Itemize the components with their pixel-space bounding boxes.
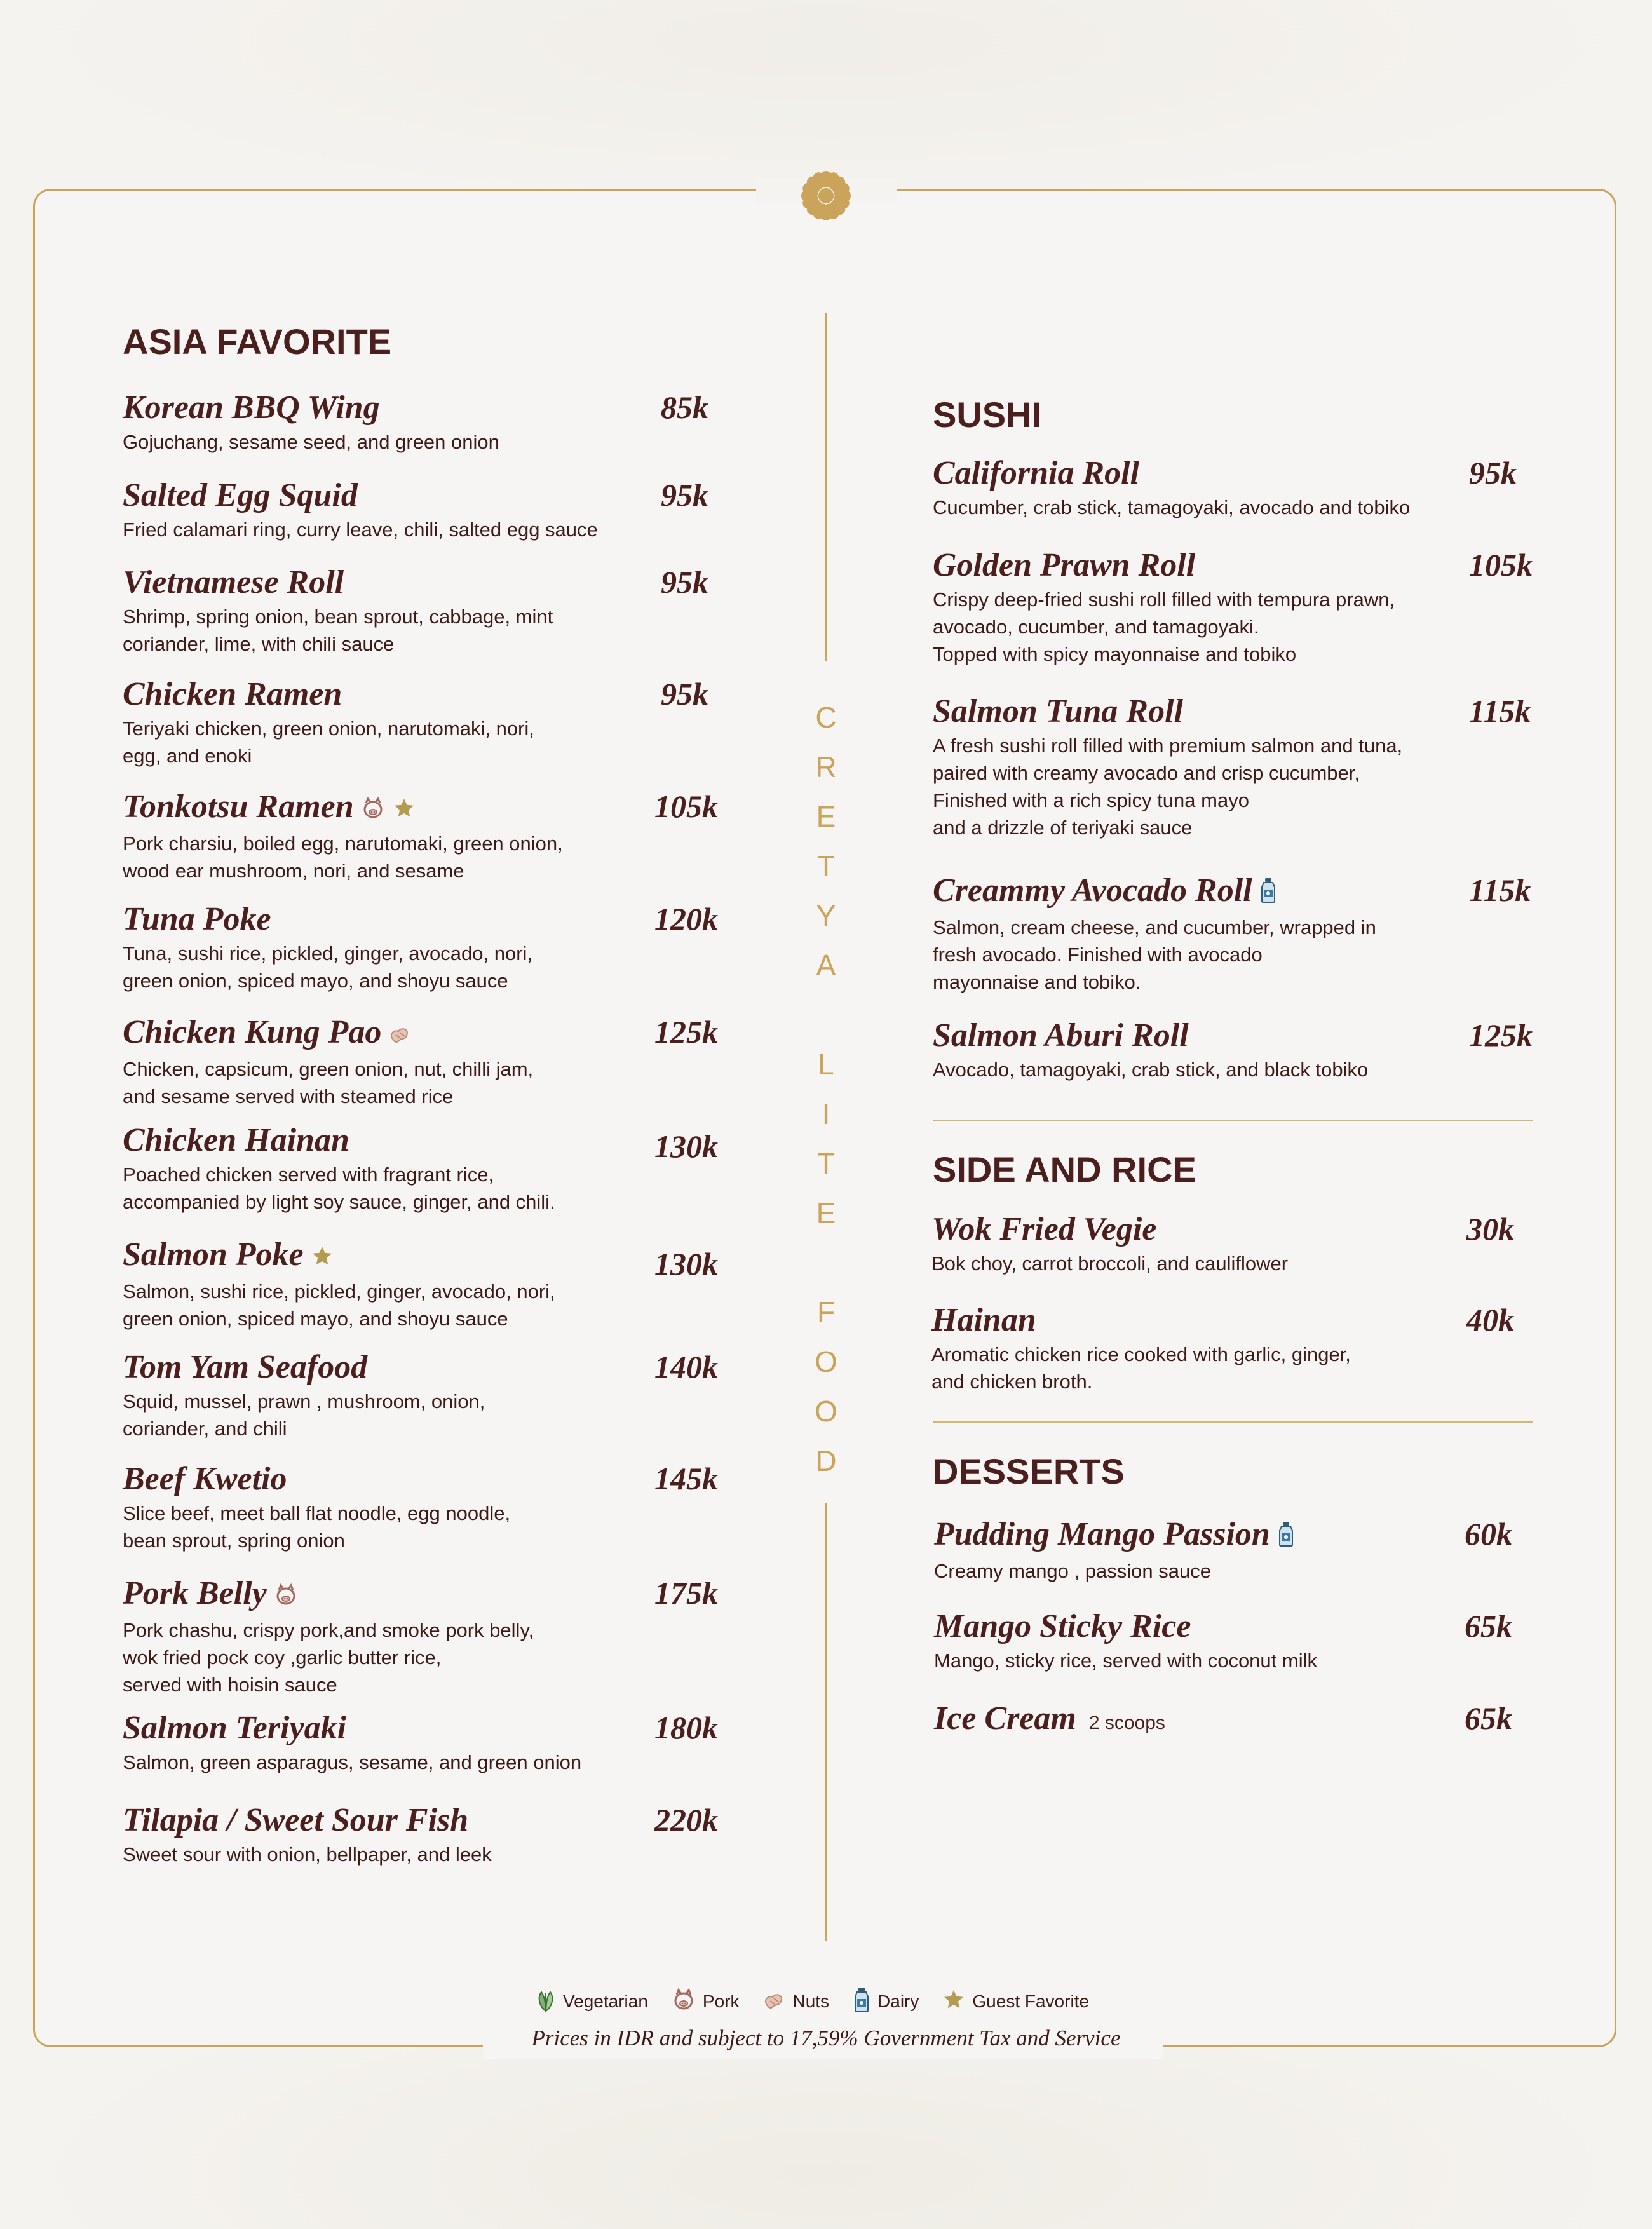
item-description: accompanied by light soy sauce, ginger, and chili.	[123, 1191, 555, 1213]
item-description: Fried calamari ring, curry leave, chili, salted egg sauce	[123, 518, 598, 541]
item-price: 95k	[661, 477, 708, 513]
item-note: 2 scoops	[1088, 1712, 1165, 1733]
item-description: mayonnaise and tobiko.	[933, 971, 1141, 994]
item-price: 65k	[1465, 1700, 1512, 1736]
item-price: 125k	[654, 1014, 718, 1050]
item-name-text: Hainan	[931, 1302, 1036, 1338]
star-icon	[942, 1988, 966, 2016]
pork-icon	[671, 1988, 696, 2016]
section-divider	[933, 1421, 1533, 1423]
item-description: Gojuchang, sesame seed, and green onion	[123, 431, 499, 453]
vertical-letter: F	[816, 1296, 836, 1329]
item-description: wok fried pock coy ,garlic butter rice,	[123, 1646, 442, 1669]
item-description: Bok choy, carrot broccoli, and cauliflower	[931, 1252, 1289, 1275]
item-description: Crispy deep-fried sushi roll filled with tempura prawn,	[933, 588, 1395, 611]
item-description: and chicken broth.	[931, 1371, 1093, 1393]
vertical-letter: I	[822, 1097, 830, 1130]
nuts-icon	[388, 1016, 412, 1054]
legend-item	[852, 1986, 919, 2017]
item-description: Salmon, cream cheese, and cucumber, wrapped in	[933, 916, 1376, 939]
item-price: 125k	[1469, 1017, 1533, 1053]
item-description: green onion, spiced mayo, and shoyu sauce	[123, 1308, 508, 1331]
item-description: Pork chashu, crispy pork,and smoke pork belly,	[123, 1619, 534, 1642]
item-name-text: Chicken Hainan	[123, 1122, 349, 1158]
legend-item	[671, 1988, 740, 2016]
vertical-brand-name	[794, 693, 858, 1486]
section-title-desserts: DESSERTS	[933, 1451, 1125, 1491]
vertical-letter: Y	[816, 899, 836, 932]
item-description: and sesame served with steamed rice	[123, 1085, 454, 1108]
item-name-text: Tonkotsu Ramen	[123, 789, 354, 825]
vertical-letter: O	[815, 1345, 837, 1378]
item-description: bean sprout, spring onion	[123, 1529, 345, 1552]
item-price: 115k	[1469, 693, 1531, 729]
item-name-text: Chicken Ramen	[123, 676, 342, 712]
item-name-text: Ice Cream	[934, 1700, 1076, 1737]
nuts-icon	[762, 1988, 786, 2016]
item-price: 30k	[1466, 1211, 1514, 1247]
item-name-text: Vietnamese Roll	[123, 564, 344, 600]
item-description: Salmon, sushi rice, pickled, ginger, avocado, nori,	[123, 1280, 555, 1303]
item-description: green onion, spiced mayo, and shoyu sauce	[123, 970, 508, 992]
item-name-text: Salted Egg Squid	[123, 477, 358, 513]
price-note: Prices in IDR and subject to 17,59% Government Tax and Service	[531, 2026, 1121, 2050]
item-price: 95k	[661, 676, 708, 712]
item-description: fresh avocado. Finished with avocado	[933, 944, 1263, 966]
item-price: 120k	[654, 901, 718, 937]
legend-item	[942, 1988, 1089, 2016]
item-description: Mango, sticky rice, served with coconut milk	[934, 1650, 1317, 1672]
item-price: 180k	[654, 1710, 718, 1745]
item-description: Aromatic chicken rice cooked with garlic, ginger,	[931, 1343, 1351, 1365]
item-name-text: Tuna Poke	[123, 901, 271, 937]
item-description: Salmon, green asparagus, sesame, and green onion	[123, 1751, 582, 1773]
vertical-letter: C	[815, 701, 837, 734]
vegetarian-icon	[535, 1987, 557, 2017]
dairy-icon	[852, 1986, 871, 2017]
item-name-text: Tilapia / Sweet Sour Fish	[123, 1802, 469, 1838]
pork-icon	[360, 790, 386, 829]
item-description: avocado, cucumber, and tamagoyaki.	[933, 616, 1259, 638]
legend-label: Nuts	[792, 1991, 830, 2011]
item-price: 85k	[661, 390, 708, 425]
item-description: Squid, mussel, prawn , mushroom, onion,	[123, 1390, 485, 1413]
item-name-text: Salmon Teriyaki	[123, 1710, 347, 1746]
center-divider-top	[825, 313, 827, 661]
item-price: 95k	[661, 564, 708, 600]
item-price: 60k	[1465, 1516, 1512, 1552]
item-name-text: Mango Sticky Rice	[934, 1608, 1191, 1644]
item-name-text: Creammy Avocado Roll	[933, 872, 1252, 909]
item-name-text: Chicken Kung Pao	[123, 1014, 382, 1050]
item-price: 95k	[1469, 455, 1517, 491]
item-price: 220k	[654, 1802, 718, 1838]
item-description: Teriyaki chicken, green onion, narutomaki, nori,	[123, 717, 534, 740]
item-name-text: Salmon Tuna Roll	[933, 693, 1183, 729]
item-description: Creamy mango , passion sauce	[934, 1560, 1211, 1583]
vertical-letter: L	[818, 1048, 834, 1081]
item-name-text: Wok Fried Vegie	[931, 1211, 1157, 1247]
item-name-text: Pudding Mango Passion	[934, 1516, 1270, 1552]
item-description: paired with creamy avocado and crisp cucumber,	[933, 762, 1360, 784]
item-description: served with hoisin sauce	[123, 1674, 337, 1697]
item-name-text: Tom Yam Seafood	[123, 1349, 368, 1385]
legend-label: Guest Favorite	[972, 1991, 1090, 2011]
center-divider-bottom	[825, 1503, 827, 1941]
dairy-icon	[1259, 874, 1278, 912]
item-description: Cucumber, crab stick, tamagoyaki, avocado and tobiko	[933, 496, 1411, 518]
legend-item	[762, 1988, 829, 2016]
item-description: Topped with spicy mayonnaise and tobiko	[933, 643, 1297, 665]
item-description: wood ear mushroom, nori, and sesame	[123, 860, 464, 883]
item-description: Chicken, capsicum, green onion, nut, chilli jam,	[123, 1058, 534, 1081]
vertical-letter: O	[815, 1395, 837, 1428]
vertical-letter: T	[816, 850, 836, 883]
legend-label: Dairy	[877, 1991, 919, 2011]
vertical-letter: E	[816, 800, 836, 833]
item-description: Finished with a rich spicy tuna mayo	[933, 789, 1249, 811]
dairy-icon	[1276, 1518, 1296, 1556]
vertical-letter: E	[816, 1196, 836, 1230]
vertical-letter: A	[816, 949, 836, 982]
star-icon	[392, 790, 416, 829]
item-price: 40k	[1466, 1302, 1514, 1338]
pork-icon	[273, 1577, 299, 1615]
item-description: Slice beef, meet ball flat noodle, egg noodle,	[123, 1502, 511, 1524]
item-description: Pork charsiu, boiled egg, narutomaki, green onion,	[123, 832, 563, 855]
item-price: 140k	[654, 1349, 718, 1385]
legend-label: Pork	[702, 1991, 740, 2011]
item-price: 115k	[1469, 872, 1531, 908]
section-divider	[933, 1120, 1533, 1121]
item-name-text: Salmon Poke	[123, 1236, 304, 1273]
section-title-sushi: SUSHI	[933, 395, 1042, 435]
section-title-asia-favorite: ASIA FAVORITE	[123, 322, 392, 362]
item-description: Shrimp, spring onion, bean sprout, cabbage, mint	[123, 606, 553, 628]
item-description: A fresh sushi roll filled with premium salmon and tuna,	[933, 735, 1403, 757]
vertical-letter: T	[816, 1147, 836, 1180]
item-name-text: Golden Prawn Roll	[933, 547, 1196, 583]
item-description: Poached chicken served with fragrant rice,	[123, 1163, 494, 1186]
item-name-text: Salmon Aburi Roll	[933, 1017, 1189, 1054]
item-description: Sweet sour with onion, bellpaper, and leek	[123, 1843, 492, 1866]
item-name-text: California Roll	[933, 455, 1140, 491]
item-description: Avocado, tamagoyaki, crab stick, and black tobiko	[933, 1059, 1369, 1081]
vertical-letter: D	[815, 1444, 837, 1477]
item-price: 175k	[654, 1575, 718, 1611]
vertical-letter: R	[815, 750, 837, 783]
flower-logo-icon	[794, 164, 858, 227]
item-price: 105k	[1469, 547, 1533, 583]
item-description: and a drizzle of teriyaki sauce	[933, 816, 1193, 839]
dietary-legend	[535, 1986, 1089, 2017]
item-description: coriander, lime, with chili sauce	[123, 633, 395, 655]
legend-item	[535, 1987, 648, 2017]
star-icon	[310, 1238, 334, 1277]
item-description: coriander, and chili	[123, 1418, 287, 1440]
item-description: egg, and enoki	[123, 745, 252, 767]
item-price: 145k	[654, 1461, 718, 1496]
item-name-text: Pork Belly	[123, 1575, 267, 1611]
item-name-text: Beef Kwetio	[123, 1461, 287, 1497]
section-title-side-and-rice: SIDE AND RICE	[933, 1149, 1196, 1189]
item-price: 65k	[1465, 1608, 1512, 1644]
item-name-text: Korean BBQ Wing	[123, 390, 380, 426]
item-price: 130k	[654, 1128, 718, 1164]
item-price: 105k	[654, 789, 718, 824]
item-description: Tuna, sushi rice, pickled, ginger, avocado, nori,	[123, 942, 533, 965]
legend-label: Vegetarian	[563, 1991, 648, 2011]
item-price: 130k	[654, 1246, 718, 1282]
